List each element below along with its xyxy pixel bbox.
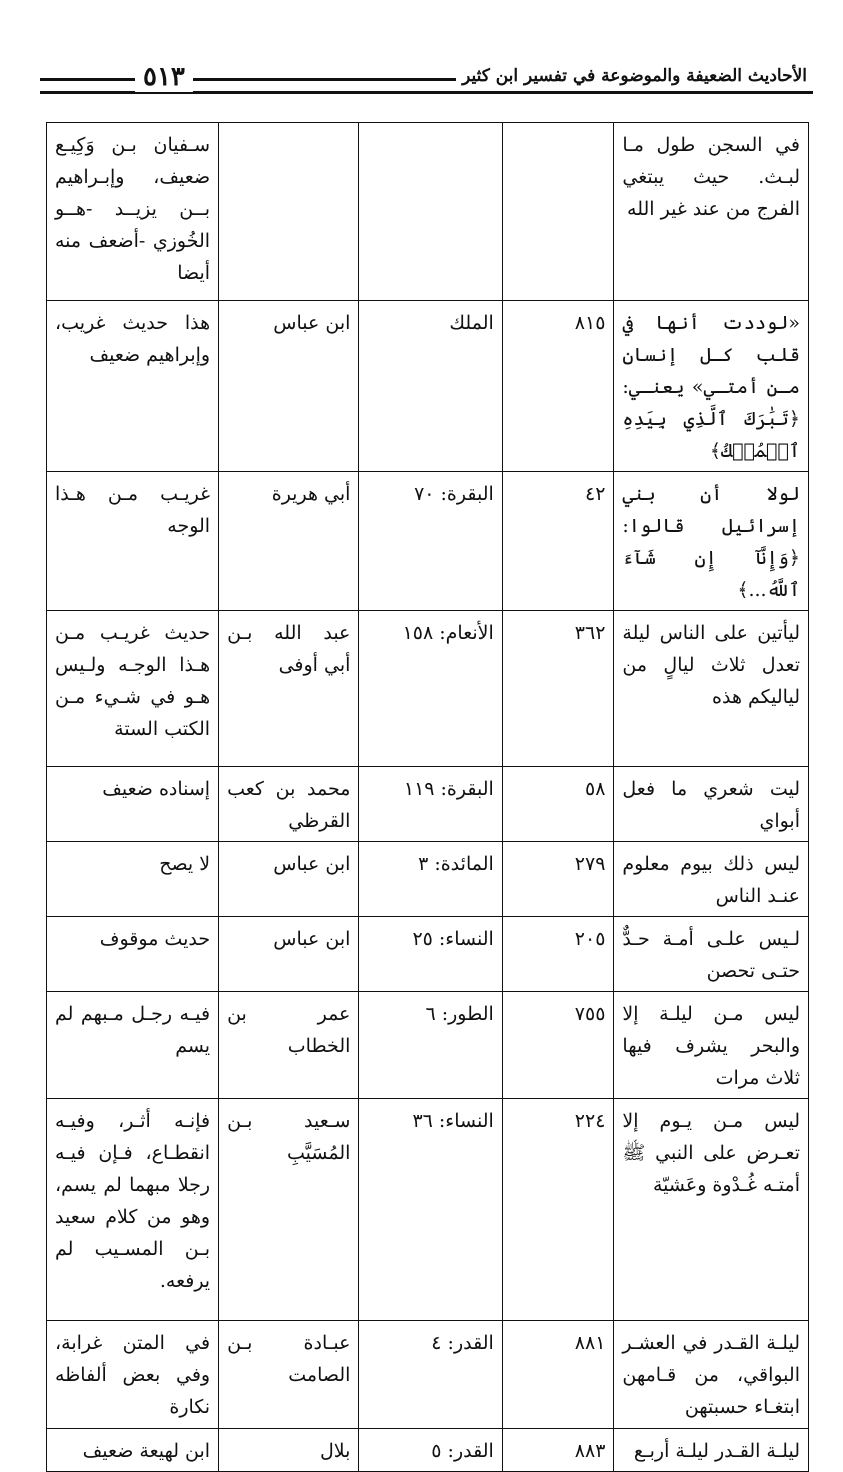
narrator: بلال — [219, 1429, 359, 1472]
hadith-text: ليأتين على الناس ليلة تعدل ثلاث ليالٍ من لياليكم هذه — [614, 611, 809, 767]
narrator: عبـادة بـن الصامت — [219, 1321, 359, 1429]
page-ref: ٢٧٩ — [502, 842, 614, 917]
page-header — [40, 62, 813, 106]
hadith-text: في السجن طول مـا لبـث. حيث يبتغي الفرج من عند غير الله — [614, 123, 809, 301]
surah-ref: النساء: ٢٥ — [359, 917, 502, 992]
surah-ref — [359, 123, 502, 301]
table-row — [47, 842, 809, 917]
page-ref — [502, 123, 614, 301]
hadith-grade: في المتن غرابة، وفي بعض ألفاظه نكارة — [47, 1321, 219, 1429]
hadith-text: ليس مـن ليلـة إلا والبحر يشرف فيها ثلاث مرات — [614, 992, 809, 1099]
hadith-text: ليلـة القـدر ليلـة أربـع — [614, 1429, 809, 1472]
page-ref: ٨١٥ — [502, 301, 614, 472]
surah-ref: النساء: ٣٦ — [359, 1099, 502, 1321]
hadith-grade: ابن لهيعة ضعيف — [47, 1429, 219, 1472]
table-row — [47, 917, 809, 992]
page-ref: ٨٨٣ — [502, 1429, 614, 1472]
surah-ref: الطور: ٦ — [359, 992, 502, 1099]
hadith-text: ليلـة القـدر في العشـر البواقي، من قـامهن ابتغـاء حسبتهن — [614, 1321, 809, 1429]
page-ref: ٤٢ — [502, 472, 614, 611]
table-row — [47, 992, 809, 1099]
hadith-text: لولا أن بني إسرائيل قالوا: ﴿وَإِنَّآ إِن شَآءَ ٱللَّهُ...﴾ — [614, 472, 809, 611]
surah-ref: البقرة: ٧٠ — [359, 472, 502, 611]
hadith-text: «لوددت أنها في قلب كـل إنسان مـن أمتـي» يعنـي: ﴿تَبَٰرَكَ ٱلَّذِي بِيَدِهِ ٱلۡمُلۡكُ﴾ — [614, 301, 809, 472]
page-ref: ٢٢٤ — [502, 1099, 614, 1321]
surah-ref: البقرة: ١١٩ — [359, 767, 502, 842]
page-ref: ٢٠٥ — [502, 917, 614, 992]
hadith-grade: سـفيان بـن وَكِيـع ضعيف، وإبـراهيم بــن يزيــد -هــو الخُوزي -أضعف منه أيضا — [47, 123, 219, 301]
narrator: أبي هريرة — [219, 472, 359, 611]
table-row — [47, 1429, 809, 1472]
table-row — [47, 1099, 809, 1321]
page-ref: ٣٦٢ — [502, 611, 614, 767]
narrator: سـعيد بـن المُسَيَّبِ — [219, 1099, 359, 1321]
surah-ref: الأنعام: ١٥٨ — [359, 611, 502, 767]
table-row — [47, 767, 809, 842]
hadith-text: ليس ذلك بيوم معلوم عنـد الناس — [614, 842, 809, 917]
hadith-text: ليت شعري ما فعل أبواي — [614, 767, 809, 842]
surah-ref: القدر: ٥ — [359, 1429, 502, 1472]
surah-ref: القدر: ٤ — [359, 1321, 502, 1429]
hadith-text: ليس مـن يـوم إلا تعـرض على النبي ﷺ أمتـه غُـدْوة وعَشيّة — [614, 1099, 809, 1321]
hadith-grade: إسناده ضعيف — [47, 767, 219, 842]
hadith-grade: حديث موقوف — [47, 917, 219, 992]
narrator: ابن عباس — [219, 917, 359, 992]
surah-ref: الملك — [359, 301, 502, 472]
surah-ref: المائدة: ٣ — [359, 842, 502, 917]
page-ref: ٧٥٥ — [502, 992, 614, 1099]
table-row — [47, 123, 809, 301]
hadith-grade: هذا حديث غريب، وإبراهيم ضعيف — [47, 301, 219, 472]
hadith-grade: لا يصح — [47, 842, 219, 917]
narrator — [219, 123, 359, 301]
table-row — [47, 301, 809, 472]
page-ref: ٨٨١ — [502, 1321, 614, 1429]
table-row — [47, 1321, 809, 1429]
page-number: ٥١٣ — [135, 62, 193, 92]
running-title: الأحاديث الضعيفة والموضوعة في تفسير ابن كثير — [456, 66, 813, 86]
hadith-grade: حديث غريـب مـن هـذا الوجـه ولـيس هـو في شـيء مـن الكتب الستة — [47, 611, 219, 767]
page-ref: ٥٨ — [502, 767, 614, 842]
hadith-grade: فإنـه أثـر، وفيـه انقطـاع، فـإن فيـه رجلا مبهما لم يسم، وهو من كلام سعيد بـن المسـيب لم يرفعه. — [47, 1099, 219, 1321]
hadith-grade: غريـب مـن هـذا الوجه — [47, 472, 219, 611]
narrator: عمر بن الخطاب — [219, 992, 359, 1099]
narrator: محمد بن كعب القرظي — [219, 767, 359, 842]
hadith-table — [46, 122, 809, 1472]
hadith-grade: فيـه رجـل مـبهم لم يسم — [47, 992, 219, 1099]
table-row — [47, 472, 809, 611]
narrator: ابن عباس — [219, 301, 359, 472]
narrator: عبد الله بـن أبي أوفى — [219, 611, 359, 767]
narrator: ابن عباس — [219, 842, 359, 917]
table-row — [47, 611, 809, 767]
hadith-text: لـيس علـى أمـة حـدٌّ حتـى تحصن — [614, 917, 809, 992]
